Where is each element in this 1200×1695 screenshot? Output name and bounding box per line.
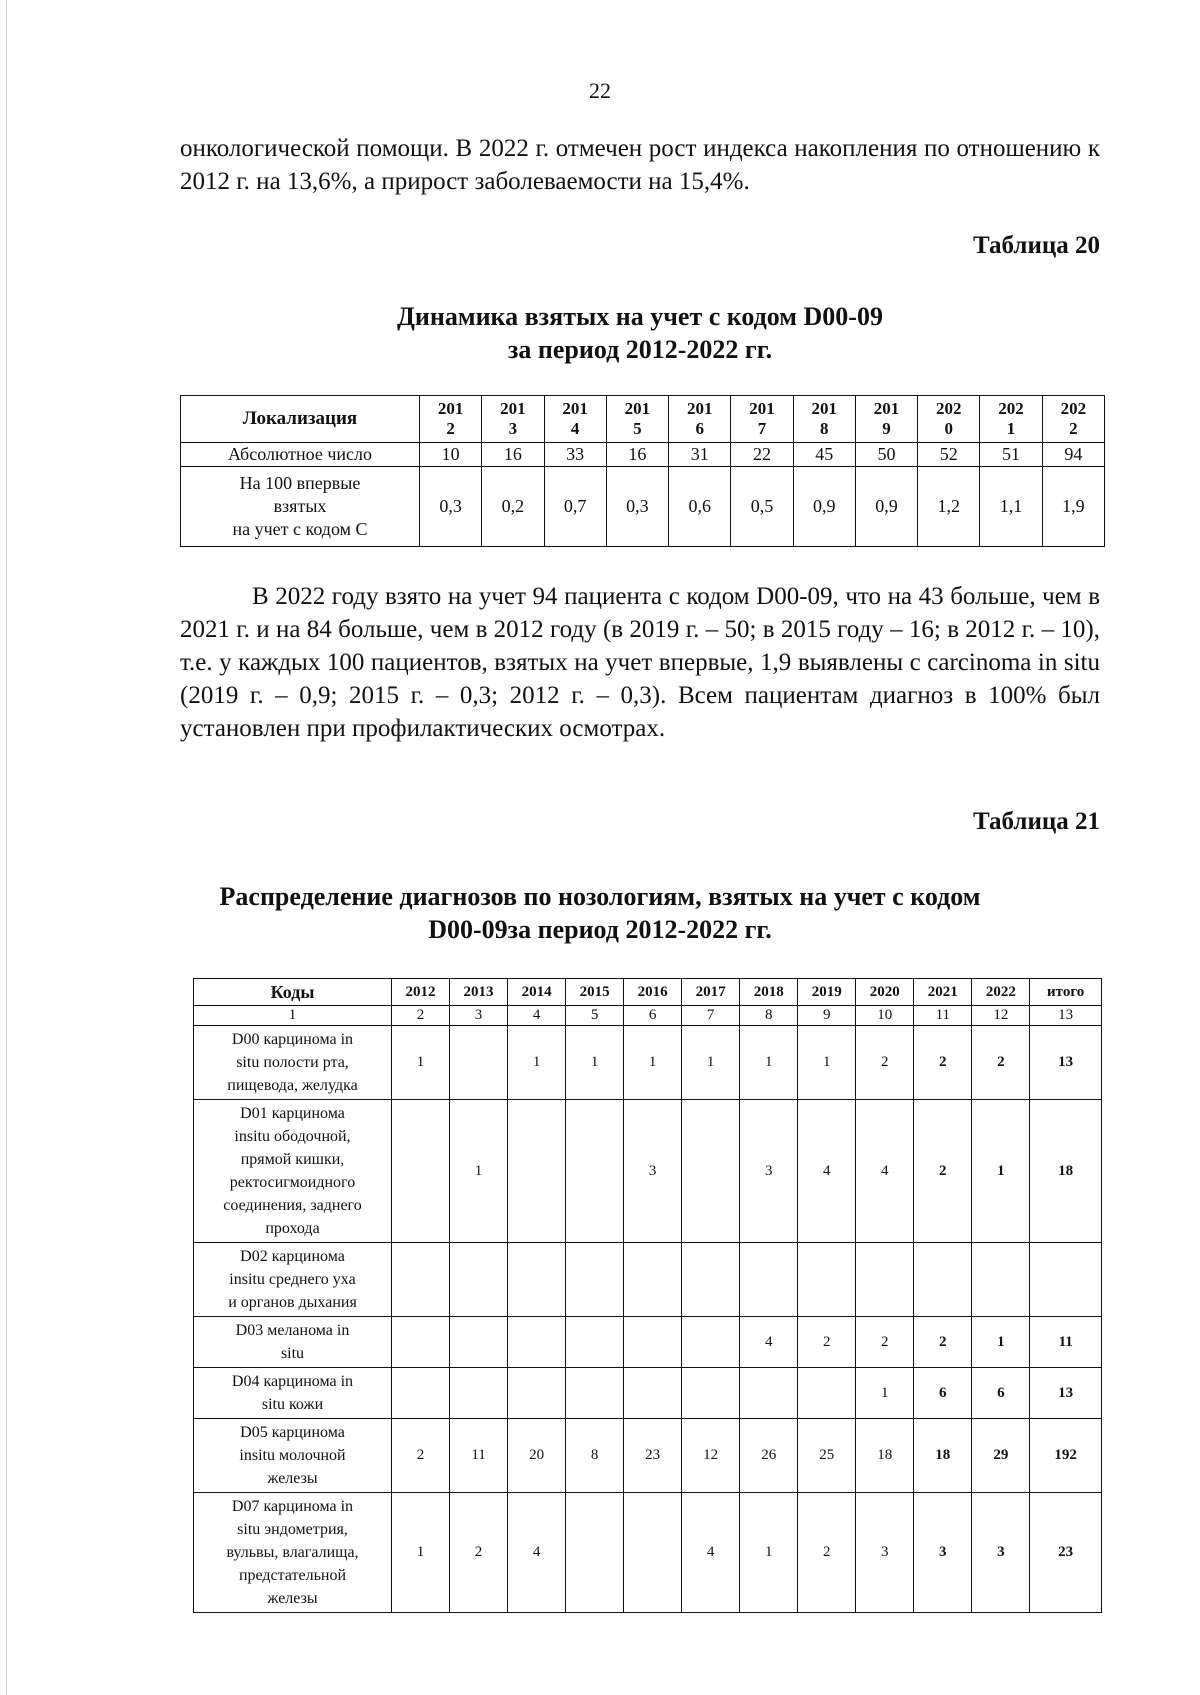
value-cell	[392, 1100, 450, 1243]
column-header: 2019	[798, 979, 856, 1006]
code-cell	[194, 1419, 392, 1493]
value-cell	[566, 1243, 624, 1317]
value-cell: 2	[450, 1493, 508, 1613]
column-header: 2018	[740, 979, 798, 1006]
per-100-row	[181, 467, 1105, 547]
column-header: 2022	[972, 979, 1030, 1006]
value-cell	[740, 1368, 798, 1419]
column-header: Коды	[194, 979, 392, 1006]
code-line: situ полости рта,	[236, 1054, 349, 1071]
value-cell	[624, 1368, 682, 1419]
table-20-title-line2: за период 2012-2022 гг.	[507, 335, 773, 364]
table-row	[194, 1317, 1102, 1368]
year-header-2019: 201 9	[855, 396, 917, 443]
column-number: 7	[682, 1006, 740, 1026]
value-cell	[798, 1368, 856, 1419]
value-cell: 20	[508, 1419, 566, 1493]
code-line: прохода	[265, 1220, 320, 1237]
value-cell: 11	[450, 1419, 508, 1493]
value-cell: 3	[914, 1493, 972, 1613]
value-cell: 3	[972, 1493, 1030, 1613]
column-number: 13	[1030, 1006, 1102, 1026]
code-line: предстательной	[238, 1567, 347, 1584]
value-cell	[740, 1243, 798, 1317]
value-cell: 2	[914, 1317, 972, 1368]
value-cell: 26	[740, 1419, 798, 1493]
value-cell: 6	[972, 1368, 1030, 1419]
value-cell: 1	[972, 1317, 1030, 1368]
value-cell: 192	[1030, 1419, 1102, 1493]
year-header-2020: 202 0	[918, 396, 980, 443]
value-cell: 1	[566, 1026, 624, 1100]
code-line: пищевода, желудка	[227, 1077, 358, 1094]
code-line: прямой кишки,	[240, 1151, 345, 1168]
value-cell	[682, 1100, 740, 1243]
column-number: 1	[194, 1006, 392, 1026]
column-header: 2015	[566, 979, 624, 1006]
code-cell	[194, 1317, 392, 1368]
value-cell: 3	[740, 1100, 798, 1243]
page-number: 22	[589, 78, 611, 103]
code-line: situ эндометрия,	[237, 1521, 348, 1538]
table-20-label: Таблица 20	[972, 232, 1100, 259]
per-100-value: 0,6	[669, 467, 731, 547]
table-row	[194, 1493, 1102, 1613]
per-100-value: 0,5	[731, 467, 793, 547]
value-cell: 6	[914, 1368, 972, 1419]
value-cell	[450, 1368, 508, 1419]
abs-value: 22	[731, 443, 793, 467]
summary-paragraph: В 2022 году взято на учет 94 пациента с кодом D00-09, что на 43 больше, чем в 2021 г. и на 84 больше, чем в 2012 году (в 2019 г. – 50; в 2015 году – 16; в 2012 г. – 10), т.е. у каждых 100 пациентов, взятых на учет впервые, 1,9 выявлены с carcinoma in situ (2019 г. – 0,9; 2015 г. – 0,3; 2012 г. – 0,3). Всем пациентам диагноз в 100% был установлен при профилактических осмотрах.	[180, 583, 1100, 742]
value-cell: 1	[798, 1026, 856, 1100]
per-100-value: 0,3	[420, 467, 482, 547]
code-line: вульвы, влагалища,	[226, 1544, 359, 1561]
code-line: insitu ободочной,	[234, 1128, 351, 1145]
value-cell: 2	[914, 1100, 972, 1243]
year-header-2021: 202 1	[980, 396, 1042, 443]
column-header: 2021	[914, 979, 972, 1006]
table-row	[194, 1243, 1102, 1317]
code-line: insitu среднего уха	[229, 1271, 356, 1288]
code-line: D00 карцинома in	[231, 1031, 354, 1048]
per-100-value: 1,2	[918, 467, 980, 547]
per-100-value: 0,2	[482, 467, 544, 547]
value-cell	[508, 1100, 566, 1243]
code-line: insitu молочной	[239, 1447, 346, 1464]
value-cell: 2	[798, 1493, 856, 1613]
abs-value: 51	[980, 443, 1042, 467]
value-cell: 13	[1030, 1026, 1102, 1100]
value-cell: 18	[1030, 1100, 1102, 1243]
year-header-2017: 201 7	[731, 396, 793, 443]
per-100-value: 0,9	[855, 467, 917, 547]
code-line: situ кожи	[261, 1396, 324, 1413]
column-number: 9	[798, 1006, 856, 1026]
code-line: D07 карцинома in	[231, 1498, 354, 1515]
value-cell: 1	[682, 1026, 740, 1100]
intro-paragraph: онкологической помощи. В 2022 г. отмечен рост индекса накопления по отношению к 2012 г. на 13,6%, а прирост заболеваемости на 15,4%.	[180, 135, 1100, 195]
code-line: D03 меланома in	[235, 1322, 350, 1339]
year-header-2015: 201 5	[606, 396, 668, 443]
value-cell	[972, 1243, 1030, 1317]
column-header: 2012	[392, 979, 450, 1006]
per-100-label: На 100 впервые взятых на учет с кодом С	[181, 467, 420, 547]
value-cell	[798, 1243, 856, 1317]
column-number: 11	[914, 1006, 972, 1026]
per-100-value: 0,3	[606, 467, 668, 547]
value-cell	[392, 1317, 450, 1368]
column-number: 6	[624, 1006, 682, 1026]
value-cell: 1	[972, 1100, 1030, 1243]
year-header-2014: 201 4	[544, 396, 606, 443]
abs-value: 16	[606, 443, 668, 467]
table-20-header-row	[181, 396, 1105, 443]
value-cell	[450, 1243, 508, 1317]
table-row	[194, 1419, 1102, 1493]
table-row	[194, 1368, 1102, 1419]
table-21-title	[0, 880, 1200, 946]
table-row	[194, 1026, 1102, 1100]
abs-value: 10	[420, 443, 482, 467]
value-cell: 2	[392, 1419, 450, 1493]
value-cell: 4	[798, 1100, 856, 1243]
value-cell: 4	[856, 1100, 914, 1243]
year-header-2012: 201 2	[420, 396, 482, 443]
year-header-2022: 202 2	[1042, 396, 1104, 443]
abs-value: 50	[855, 443, 917, 467]
value-cell: 2	[856, 1317, 914, 1368]
table-20-title-line1: Динамика взятых на учет с кодом D00-09	[397, 302, 883, 331]
column-header: 2014	[508, 979, 566, 1006]
value-cell	[392, 1368, 450, 1419]
abs-value: 52	[918, 443, 980, 467]
column-number: 2	[392, 1006, 450, 1026]
value-cell	[566, 1100, 624, 1243]
absolute-number-label: Абсолютное число	[181, 443, 420, 467]
value-cell: 11	[1030, 1317, 1102, 1368]
value-cell: 4	[740, 1317, 798, 1368]
value-cell	[450, 1026, 508, 1100]
value-cell	[508, 1368, 566, 1419]
per-100-value: 1,1	[980, 467, 1042, 547]
column-header: 2017	[682, 979, 740, 1006]
column-header: 2013	[450, 979, 508, 1006]
value-cell: 1	[856, 1368, 914, 1419]
abs-value: 33	[544, 443, 606, 467]
code-line: ректосигмоидного	[229, 1174, 356, 1191]
value-cell: 2	[972, 1026, 1030, 1100]
value-cell	[914, 1243, 972, 1317]
abs-value: 31	[669, 443, 731, 467]
abs-value: 16	[482, 443, 544, 467]
column-number: 12	[972, 1006, 1030, 1026]
value-cell	[566, 1368, 624, 1419]
value-cell: 1	[740, 1026, 798, 1100]
value-cell: 29	[972, 1419, 1030, 1493]
value-cell: 1	[740, 1493, 798, 1613]
value-cell	[682, 1243, 740, 1317]
code-cell	[194, 1368, 392, 1419]
value-cell	[682, 1317, 740, 1368]
abs-value: 45	[793, 443, 855, 467]
table-20	[180, 395, 1105, 547]
table-21-title-line2: D00-09за период 2012-2022 гг.	[428, 915, 772, 944]
value-cell: 25	[798, 1419, 856, 1493]
value-cell	[624, 1317, 682, 1368]
column-number: 4	[508, 1006, 566, 1026]
table-21-body	[194, 1026, 1102, 1613]
value-cell: 1	[392, 1026, 450, 1100]
value-cell	[856, 1243, 914, 1317]
value-cell: 4	[508, 1493, 566, 1613]
column-number: 8	[740, 1006, 798, 1026]
column-header: 2016	[624, 979, 682, 1006]
column-number-row	[194, 1006, 1102, 1026]
table-20-title	[40, 300, 1200, 366]
column-number: 3	[450, 1006, 508, 1026]
value-cell: 23	[624, 1419, 682, 1493]
code-line: situ	[280, 1345, 305, 1362]
value-cell: 1	[624, 1026, 682, 1100]
table-21-label: Таблица 21	[972, 808, 1100, 835]
code-line: железы	[267, 1470, 318, 1487]
code-line: D01 карцинома	[240, 1105, 345, 1122]
value-cell	[392, 1243, 450, 1317]
value-cell	[450, 1317, 508, 1368]
value-cell: 4	[682, 1493, 740, 1613]
value-cell: 1	[508, 1026, 566, 1100]
value-cell	[508, 1243, 566, 1317]
value-cell: 12	[682, 1419, 740, 1493]
column-header: 2020	[856, 979, 914, 1006]
scan-edge-line	[6, 0, 7, 1695]
value-cell	[1030, 1243, 1102, 1317]
abs-value: 94	[1042, 443, 1104, 467]
value-cell	[566, 1493, 624, 1613]
code-cell	[194, 1100, 392, 1243]
table-21	[193, 978, 1102, 1613]
code-line: и органов дыхания	[228, 1294, 357, 1311]
value-cell	[566, 1317, 624, 1368]
year-header-2013: 201 3	[482, 396, 544, 443]
loc-header: Локализация	[181, 396, 420, 443]
code-cell	[194, 1243, 392, 1317]
column-number: 5	[566, 1006, 624, 1026]
column-number: 10	[856, 1006, 914, 1026]
per-100-value: 0,7	[544, 467, 606, 547]
code-cell	[194, 1026, 392, 1100]
year-header-2016: 201 6	[669, 396, 731, 443]
per-100-value: 1,9	[1042, 467, 1104, 547]
code-line: железы	[267, 1590, 318, 1607]
code-line: соединения, заднего	[223, 1197, 362, 1214]
value-cell: 8	[566, 1419, 624, 1493]
value-cell: 2	[856, 1026, 914, 1100]
table-21-header-row	[194, 979, 1102, 1006]
value-cell: 13	[1030, 1368, 1102, 1419]
value-cell: 3	[624, 1100, 682, 1243]
per-100-value: 0,9	[793, 467, 855, 547]
value-cell: 18	[856, 1419, 914, 1493]
value-cell	[624, 1243, 682, 1317]
code-line: D04 карцинома in	[231, 1373, 354, 1390]
code-line: D02 карцинома	[240, 1248, 345, 1265]
value-cell	[624, 1493, 682, 1613]
value-cell: 2	[798, 1317, 856, 1368]
value-cell	[508, 1317, 566, 1368]
value-cell	[682, 1368, 740, 1419]
value-cell: 2	[914, 1026, 972, 1100]
value-cell: 18	[914, 1419, 972, 1493]
code-line: D05 карцинома	[240, 1424, 345, 1441]
value-cell: 1	[392, 1493, 450, 1613]
column-header: итого	[1030, 979, 1102, 1006]
code-cell	[194, 1493, 392, 1613]
year-header-2018: 201 8	[793, 396, 855, 443]
value-cell: 23	[1030, 1493, 1102, 1613]
absolute-number-row	[181, 443, 1105, 467]
table-21-title-line1: Распределение диагнозов по нозологиям, взятых на учет с кодом	[219, 882, 981, 911]
table-row	[194, 1100, 1102, 1243]
value-cell: 3	[856, 1493, 914, 1613]
value-cell: 1	[450, 1100, 508, 1243]
